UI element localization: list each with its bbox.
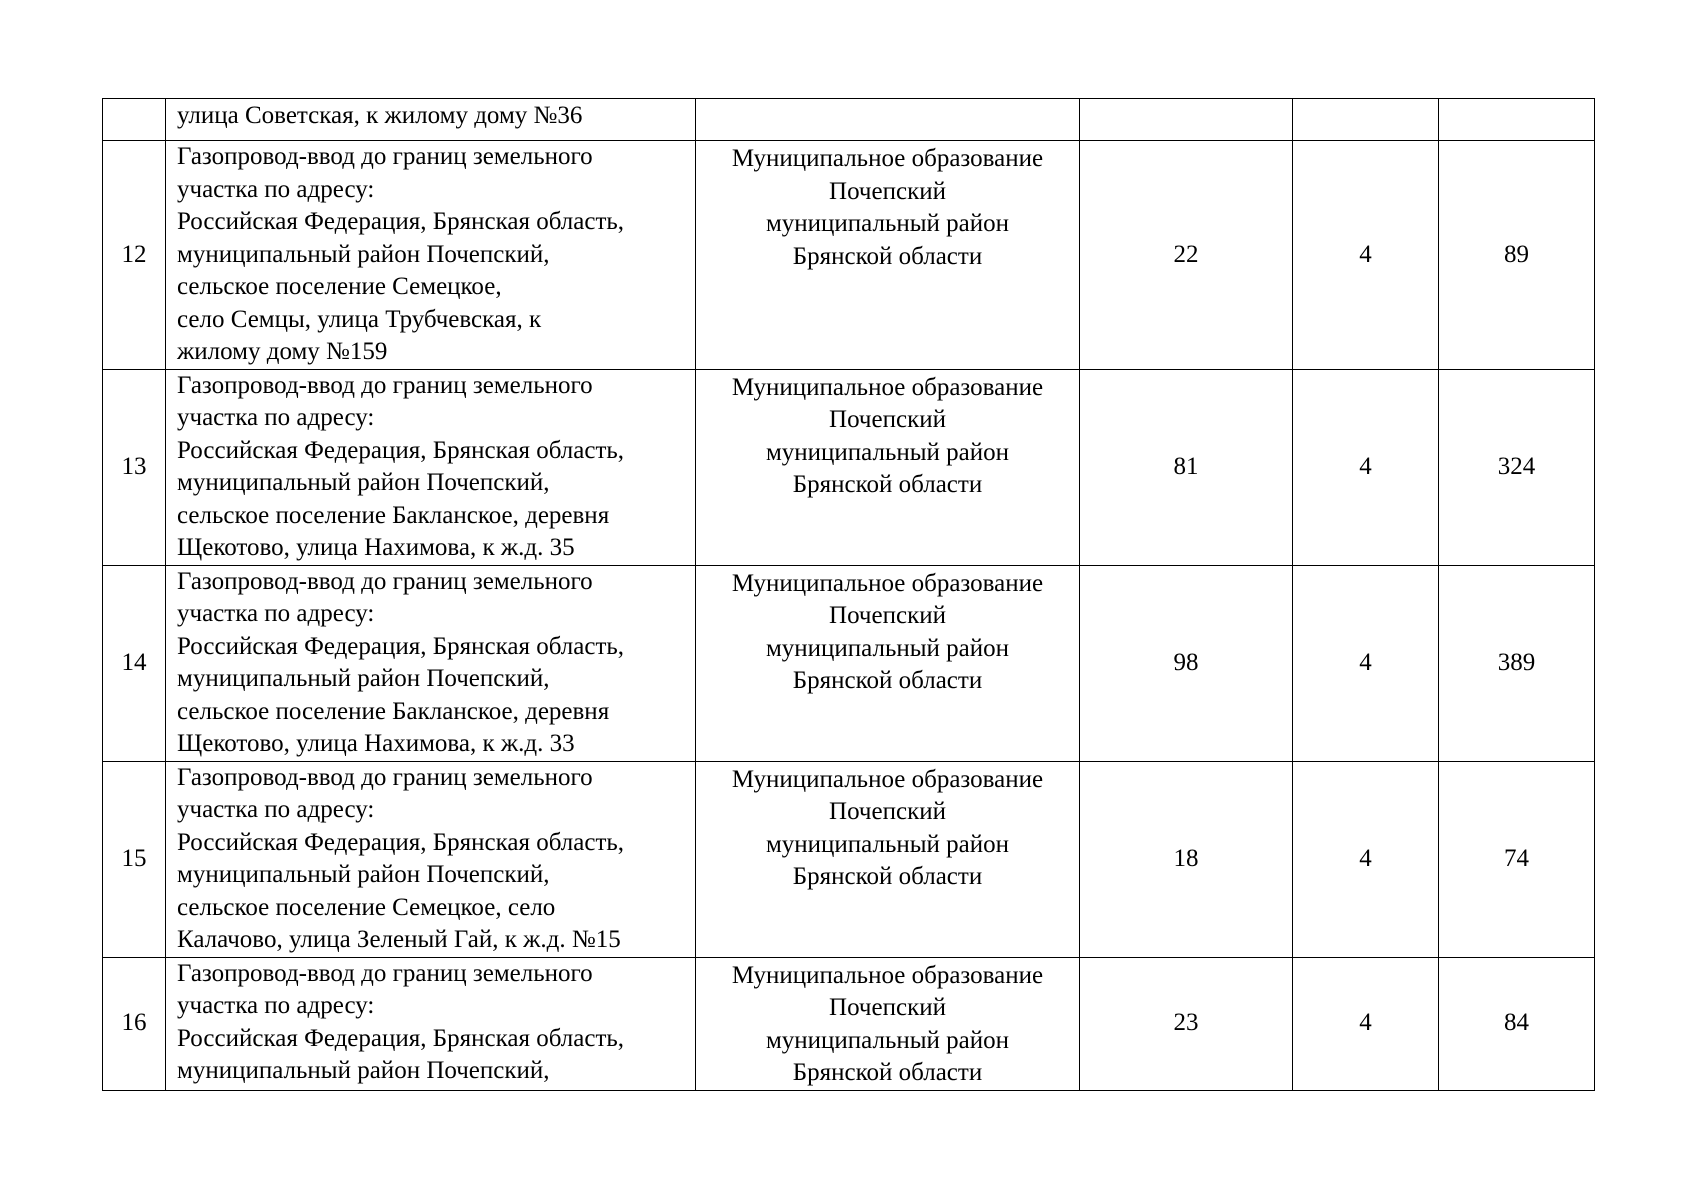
owner-line: Муниципальное образование — [731, 569, 1044, 597]
object-name-line: муниципальный район Почепский, — [177, 469, 550, 496]
area-cell: 74 — [1439, 761, 1595, 957]
owner-line: муниципальный район — [765, 830, 1010, 858]
object-name-line: муниципальный район Почепский, — [177, 665, 550, 692]
diameter-cell: 4 — [1293, 565, 1439, 761]
object-name-line: Российская Федерация, Брянская область, — [177, 436, 625, 464]
owner-line: Муниципальное образование — [731, 373, 1044, 401]
owner-cell — [696, 141, 1080, 370]
owner-line: муниципальный район — [765, 634, 1010, 662]
object-name-line: Газопровод-ввод до границ земельного — [177, 371, 593, 399]
length-cell: 98 — [1080, 565, 1293, 761]
object-name-cell — [166, 369, 696, 565]
owner-line: муниципальный район — [765, 210, 1010, 237]
object-name-cell — [166, 141, 696, 370]
object-name-line: село Семцы, улица Трубчевская, к — [177, 305, 542, 333]
object-name-line: участка по адресу: — [177, 175, 375, 203]
diameter-cell: 4 — [1293, 369, 1439, 565]
object-name-line: участка по адресу: — [177, 404, 375, 431]
row-number-cell — [103, 99, 166, 141]
object-name-line: сельское поселение Семецкое, село — [177, 893, 556, 921]
object-name-line: муниципальный район Почепский, — [177, 240, 550, 268]
owner-line: Почепский — [829, 798, 946, 825]
length-cell: 23 — [1080, 957, 1293, 1090]
object-name-cell — [166, 761, 696, 957]
object-name-line: участка по адресу: — [177, 992, 375, 1019]
owner-cell — [696, 761, 1080, 957]
table-row-continuation — [103, 99, 1595, 141]
table-row — [103, 369, 1595, 565]
owner-line: Брянской области — [792, 471, 983, 498]
object-name-line: Российская Федерация, Брянская область, — [177, 1024, 625, 1052]
object-name-line: Щекотово, улица Нахимова, к ж.д. 35 — [177, 534, 575, 561]
owner-line: Муниципальное образование — [731, 765, 1044, 793]
object-name-line: сельское поселение Бакланское, деревня — [177, 697, 610, 725]
length-cell: 22 — [1080, 141, 1293, 370]
object-name-line: муниципальный район Почепский, — [177, 861, 550, 888]
object-name-line: муниципальный район Почепский, — [177, 1057, 550, 1084]
table-row — [103, 565, 1595, 761]
diameter-cell: 4 — [1293, 141, 1439, 370]
table-row — [103, 141, 1595, 370]
objects-table — [102, 98, 1595, 1091]
diameter-cell — [1293, 99, 1439, 141]
object-name-line: жилому дому №159 — [177, 338, 388, 365]
diameter-cell: 4 — [1293, 761, 1439, 957]
object-name-line: Щекотово, улица Нахимова, к ж.д. 33 — [177, 730, 575, 757]
object-name-line: Газопровод-ввод до границ земельного — [177, 143, 593, 170]
table-body — [103, 99, 1595, 1091]
object-name-line: участка по адресу: — [177, 600, 375, 627]
object-name-line: сельское поселение Семецкое, — [177, 273, 502, 300]
object-name-line: Российская Федерация, Брянская область, — [177, 828, 625, 856]
object-name-cell — [166, 99, 696, 141]
owner-line: Почепский — [829, 994, 946, 1021]
object-name-line: сельское поселение Бакланское, деревня — [177, 501, 610, 529]
owner-cell — [696, 957, 1080, 1090]
object-name-line: Калачово, улица Зеленый Гай, к ж.д. №15 — [177, 926, 621, 953]
table-row — [103, 957, 1595, 1090]
object-name-cell — [166, 565, 696, 761]
diameter-cell: 4 — [1293, 957, 1439, 1090]
object-name-cell — [166, 957, 696, 1090]
owner-cell — [696, 565, 1080, 761]
object-name-line: Российская Федерация, Брянская область, — [177, 208, 625, 235]
table-row — [103, 761, 1595, 957]
owner-line: муниципальный район — [765, 438, 1010, 466]
owner-line: Муниципальное образование — [731, 145, 1044, 172]
length-cell: 18 — [1080, 761, 1293, 957]
object-name-line: участка по адресу: — [177, 796, 375, 823]
area-cell: 89 — [1439, 141, 1595, 370]
object-name-line: улица Советская, к жилому дому №36 — [177, 102, 583, 129]
owner-line: Почепский — [829, 406, 946, 433]
area-cell: 84 — [1439, 957, 1595, 1090]
area-cell: 389 — [1439, 565, 1595, 761]
object-name-line: Российская Федерация, Брянская область, — [177, 632, 625, 660]
owner-line: Почепский — [829, 602, 946, 629]
row-number-cell: 15 — [103, 761, 166, 957]
length-cell: 81 — [1080, 369, 1293, 565]
owner-cell — [696, 99, 1080, 141]
object-name-line: Газопровод-ввод до границ земельного — [177, 959, 593, 987]
row-number-cell: 13 — [103, 369, 166, 565]
owner-cell — [696, 369, 1080, 565]
row-number-cell: 16 — [103, 957, 166, 1090]
area-cell: 324 — [1439, 369, 1595, 565]
owner-line: Почепский — [829, 177, 946, 205]
row-number-cell: 14 — [103, 565, 166, 761]
area-cell — [1439, 99, 1595, 141]
row-number-cell: 12 — [103, 141, 166, 370]
owner-line: Брянской области — [792, 242, 983, 270]
owner-line: Муниципальное образование — [731, 961, 1044, 989]
owner-line: муниципальный район — [765, 1026, 1010, 1054]
object-name-line: Газопровод-ввод до границ земельного — [177, 567, 593, 595]
object-name-line: Газопровод-ввод до границ земельного — [177, 763, 593, 791]
length-cell — [1080, 99, 1293, 141]
owner-line: Брянской области — [792, 863, 983, 890]
owner-line: Брянской области — [792, 667, 983, 694]
owner-line: Брянской области — [792, 1059, 983, 1086]
